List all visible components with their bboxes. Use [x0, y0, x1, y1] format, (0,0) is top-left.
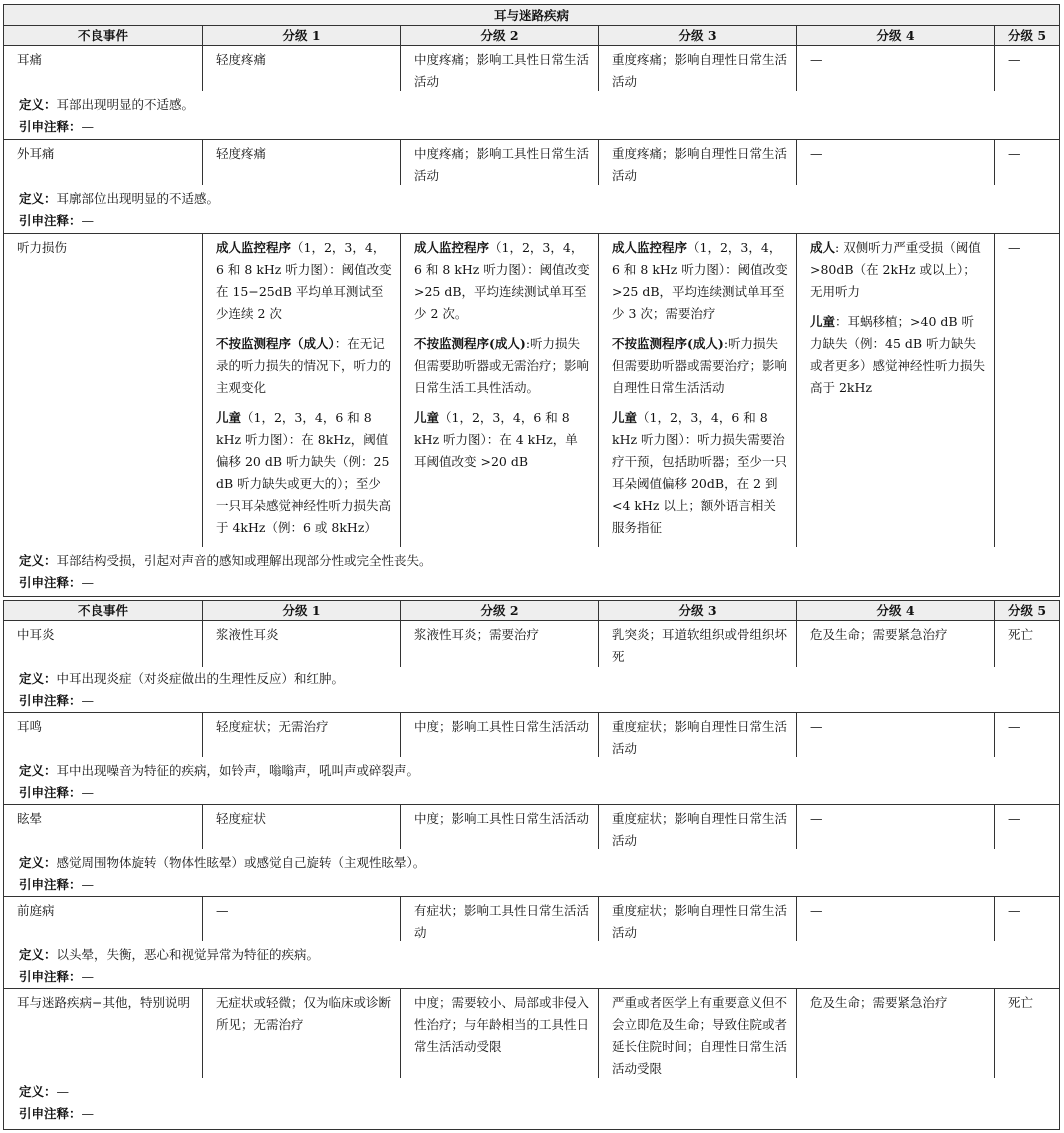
header-row	[4, 601, 1059, 621]
grade-3-cell	[598, 234, 796, 547]
text-block: 成人监控程序（1，2，3，4，6 和 8 kHz 听力图）：阈值改变 >25 dB，平均连续测试单耳至少 2 次。	[414, 240, 590, 321]
definition-line: 定义：耳部出现明显的不适感。	[19, 97, 195, 112]
table-row	[4, 713, 1059, 757]
grade-3-cell: 重度症状；影响自理性日常生活活动	[598, 897, 796, 941]
grade-4-cell: —	[796, 713, 994, 757]
table-row	[4, 897, 1059, 941]
grade-3-cell: 重度症状；影响自理性日常生活活动	[598, 805, 796, 849]
header-grade-1: 分级 1	[202, 601, 400, 620]
definition-line: 定义：耳部结构受损，引起对声音的感知或理解出现部分性或完全性丧失。	[19, 553, 432, 568]
grade-3-cell: 乳突炎；耳道软组织或骨组织坏死	[598, 621, 796, 667]
note-line: 引申注释：—	[4, 966, 1059, 989]
grade-1-cell: 无症状或轻微；仅为临床或诊断所见；无需治疗	[202, 989, 400, 1078]
header-grade-2: 分级 2	[400, 601, 598, 620]
grade-3-cell: 重度症状；影响自理性日常生活活动	[598, 713, 796, 757]
header-grade-3: 分级 3	[598, 601, 796, 620]
grade-5-cell: —	[994, 713, 1059, 757]
text-block: 不按监测程序(成人):听力损失但需要助听器或需要治疗；影响自理性日常生活活动	[612, 336, 788, 395]
grade-2-cell: 中度；影响工具性日常生活活动	[400, 713, 598, 757]
grade-4-cell	[796, 234, 994, 547]
text-block: 成人: 双侧听力严重受损（阈值 >80dB（在 2kHz 或以上）；无用听力	[810, 240, 981, 299]
grade-4-cell: 危及生命；需要紧急治疗	[796, 989, 994, 1078]
header-grade-3: 分级 3	[598, 26, 796, 45]
grade-2-cell: 中度；需要较小、局部或非侵入性治疗；与年龄相当的工具性日常生活活动受限	[400, 989, 598, 1078]
grade-5-cell: —	[994, 805, 1059, 849]
note-line: 引申注释：—	[19, 1106, 95, 1121]
term-cell: 前庭病	[17, 903, 55, 918]
text-block: 成人监控程序（1，2，3，4，6 和 8 kHz 听力图）：阈值改变 >25 dB，平均连续测试单耳至少 3 次；需要治疗	[612, 240, 788, 321]
grade-1-cell: 轻度疼痛	[202, 140, 400, 185]
grade-2-cell: 有症状；影响工具性日常生活活动	[400, 897, 598, 941]
text-block: 儿童（1，2，3，4，6 和 8 kHz 听力图）：在 4 kHz，单耳阈值改变 >20 dB	[414, 410, 578, 469]
grade-5-cell: 死亡	[994, 989, 1059, 1078]
header-grade-5: 分级 5	[994, 26, 1059, 45]
definition-line: 定义：感觉周围物体旋转（物体性眩晕）或感觉自己旋转（主观性眩晕）。	[19, 855, 426, 870]
table-row	[4, 140, 1059, 185]
header-grade-4: 分级 4	[796, 601, 994, 620]
grade-2-cell: 浆液性耳炎；需要治疗	[400, 621, 598, 667]
grade-1-cell: 轻度症状	[202, 805, 400, 849]
grade-1-cell: 轻度症状；无需治疗	[202, 713, 400, 757]
table-title: 耳与迷路疾病	[4, 5, 1059, 26]
header-grade-5: 分级 5	[994, 601, 1059, 620]
definition-line: 定义：耳廓部位出现明显的不适感。	[19, 191, 220, 206]
grade-2-cell: 中度；影响工具性日常生活活动	[400, 805, 598, 849]
grade-3-cell: 重度疼痛；影响自理性日常生活活动	[598, 46, 796, 91]
note-line: 引申注释：—	[19, 575, 95, 590]
text-block: 成人监控程序（1，2，3，4，6 和 8 kHz 听力图）：阈值改变在 15−25dB 平均单耳测试至少连续 2 次	[216, 240, 392, 321]
text-block: 不按监测程序（成人）：在无记录的听力损失的情况下，听力的主观变化	[216, 336, 392, 395]
grade-2-cell: 中度疼痛；影响工具性日常生活活动	[400, 140, 598, 185]
ae-table-part-2	[3, 600, 1060, 1130]
table-row	[4, 46, 1059, 91]
note-line: 引申注释：—	[4, 690, 1059, 713]
header-row	[4, 26, 1059, 46]
table-row	[4, 621, 1059, 667]
note-line: 引申注释：—	[4, 116, 1059, 140]
ae-table-part-1	[3, 4, 1060, 597]
grade-1-cell: 浆液性耳炎	[202, 621, 400, 667]
grade-5-cell: —	[994, 897, 1059, 941]
term-cell: 耳痛	[17, 52, 43, 67]
grade-1-cell	[202, 234, 400, 547]
grade-5-cell: —	[994, 234, 1059, 547]
table-row	[4, 989, 1059, 1078]
text-block: 不按监测程序(成人):听力损失但需要助听器或无需治疗；影响日常生活工具性活动。	[414, 336, 590, 395]
term-cell: 眩晕	[17, 811, 43, 826]
grade-4-cell: —	[796, 897, 994, 941]
header-grade-4: 分级 4	[796, 26, 994, 45]
grade-5-cell: —	[994, 46, 1059, 91]
term-cell: 外耳痛	[17, 146, 55, 161]
note-line: 引申注释：—	[4, 874, 1059, 897]
text-block: 儿童（1，2，3，4，6 和 8 kHz 听力图）：听力损失需要治疗干预，包括助听器；至少一只耳朵阈值偏移 20dB，在 2 到 <4 kHz 以上；额外语言相关服务指征	[612, 410, 788, 535]
grade-2-cell	[400, 234, 598, 547]
grade-5-cell: 死亡	[994, 621, 1059, 667]
text-block: 儿童：耳蜗移植；>40 dB 听力缺失（例：45 dB 听力缺失或者更多）感觉神经性听力损失高于 2kHz	[810, 314, 986, 395]
grade-4-cell: —	[796, 140, 994, 185]
grade-4-cell: —	[796, 46, 994, 91]
definition-line: 定义：耳中出现噪音为特征的疾病，如铃声，嗡嗡声，吼叫声或碎裂声。	[19, 763, 420, 778]
note-line: 引申注释：—	[4, 782, 1059, 805]
table-row-hearing-impairment	[4, 234, 1059, 547]
definition-line: 定义：—	[19, 1084, 70, 1099]
grade-2-cell: 中度疼痛；影响工具性日常生活活动	[400, 46, 598, 91]
grade-4-cell: 危及生命；需要紧急治疗	[796, 621, 994, 667]
note-line: 引申注释：—	[4, 210, 1059, 234]
header-adverse-event: 不良事件	[77, 28, 128, 43]
grade-5-cell: —	[994, 140, 1059, 185]
header-grade-1: 分级 1	[202, 26, 400, 45]
term-cell: 听力损伤	[17, 240, 68, 255]
definition-line: 定义：以头晕，失衡，恶心和视觉异常为特征的疾病。	[19, 947, 320, 962]
term-cell: 耳鸣	[17, 719, 43, 734]
header-grade-2: 分级 2	[400, 26, 598, 45]
term-cell: 耳与迷路疾病−其他，特别说明	[17, 995, 190, 1010]
grade-3-cell: 严重或者医学上有重要意义但不会立即危及生命；导致住院或者延长住院时间；自理性日常生活活动受限	[598, 989, 796, 1078]
term-cell: 中耳炎	[17, 627, 55, 642]
grade-3-cell: 重度疼痛；影响自理性日常生活活动	[598, 140, 796, 185]
definition-line: 定义：中耳出现炎症（对炎症做出的生理性反应）和红肿。	[19, 671, 345, 686]
table-row	[4, 805, 1059, 849]
text-block: 儿童（1，2，3，4，6 和 8 kHz 听力图）：在 8kHz，阈值偏移 20 dB 听力缺失（例：25 dB 听力缺失或更大的）；至少一只耳朵感觉神经性听力损失高于 4kHz（例：6 或 8kHz）	[216, 410, 392, 535]
grade-1-cell: 轻度疼痛	[202, 46, 400, 91]
header-adverse-event: 不良事件	[77, 603, 128, 618]
grade-4-cell: —	[796, 805, 994, 849]
grade-1-cell: —	[202, 897, 400, 941]
